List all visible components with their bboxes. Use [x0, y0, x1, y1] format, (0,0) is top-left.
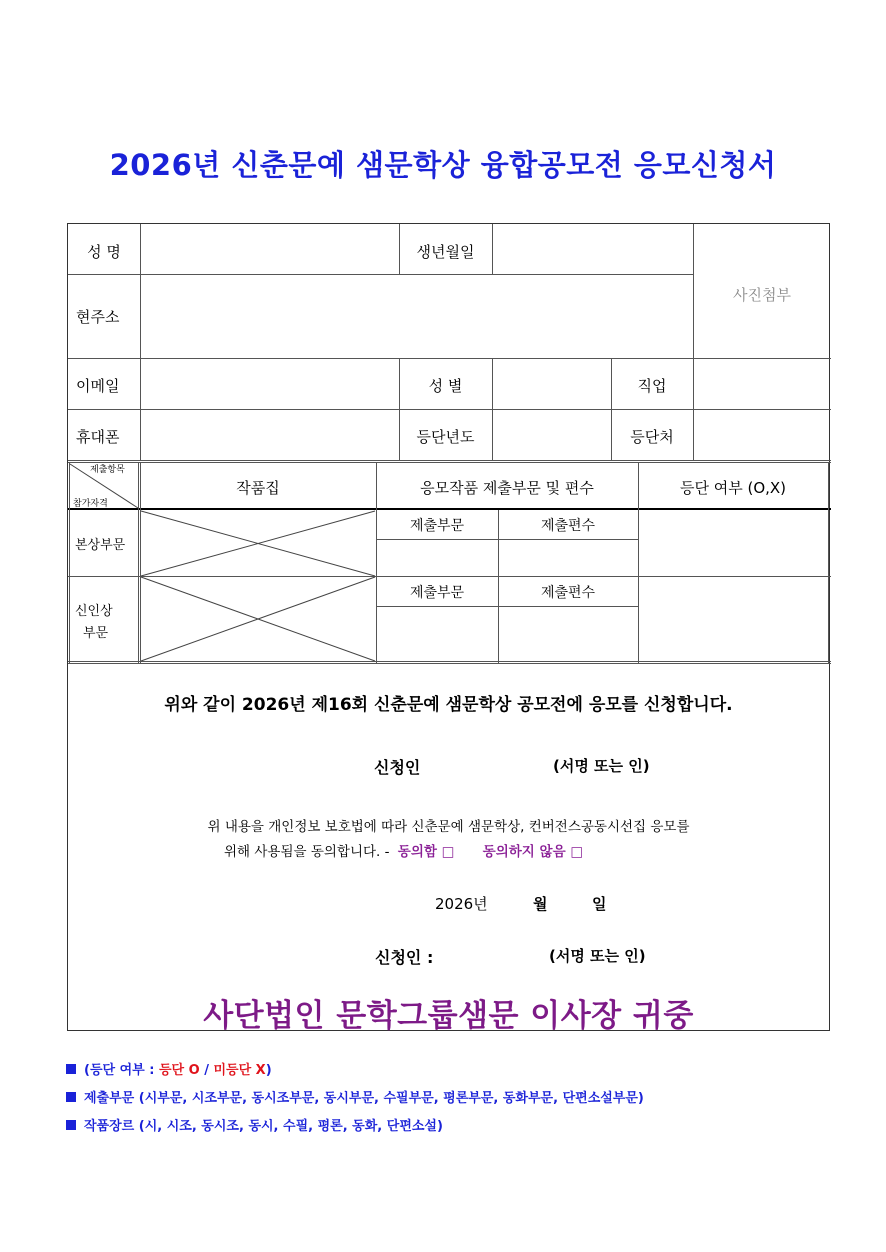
- gender-field[interactable]: [493, 359, 611, 409]
- birth-field[interactable]: [493, 225, 693, 274]
- name-label: 성 명: [87, 243, 121, 261]
- email-field[interactable]: [141, 359, 399, 409]
- main-sub-count-label: 제출편수: [540, 518, 596, 534]
- debut-year-label: 등단년도: [416, 428, 475, 446]
- note-debut-no: 미등단 X: [213, 1063, 266, 1078]
- disagree-checkbox[interactable]: 동의하지 않음 □: [482, 844, 584, 860]
- row-new-label-1: 신인상: [75, 604, 113, 619]
- main-category-field[interactable]: [377, 540, 498, 576]
- consent-text: 위해 사용됨을 동의합니다. -: [224, 844, 390, 860]
- agree-checkbox[interactable]: 동의함 □: [397, 844, 455, 860]
- photo-placeholder: 사진첨부: [733, 286, 791, 304]
- corner-top-label: 제출항목: [90, 465, 125, 475]
- date-month: 월: [533, 895, 548, 913]
- note-debut-yes: 등단 O: [158, 1063, 200, 1078]
- new-sub-count-label: 제출편수: [540, 585, 596, 601]
- note-genres: [66, 1115, 443, 1134]
- note-debut-suffix: ): [265, 1063, 272, 1078]
- debut-place-label: 등단처: [630, 428, 674, 446]
- date-day: 일: [592, 895, 607, 913]
- name-field[interactable]: [141, 225, 399, 274]
- job-label: 직업: [637, 377, 667, 395]
- main-count-field[interactable]: [499, 540, 638, 576]
- address-label: 현주소: [76, 308, 120, 326]
- application-sentence: 위와 같이 2026년 제16회 신춘문예 샘문학상 공모전에 응모를 신청합니다.: [164, 695, 733, 715]
- debut-year-field[interactable]: [493, 410, 611, 460]
- applicant-label-1: 신청인: [374, 758, 421, 777]
- consent-line-2: [224, 840, 583, 860]
- signature-note-2: (서명 또는 인): [549, 947, 646, 965]
- photo-field[interactable]: [694, 225, 830, 358]
- note-debut-slash: /: [204, 1063, 209, 1078]
- birth-label: 생년월일: [416, 243, 475, 261]
- date-year: 2026년: [435, 895, 488, 913]
- new-category-field[interactable]: [377, 607, 498, 661]
- recipient-line: 사단법인 문학그룹샘문 이사장 귀중: [203, 998, 694, 1034]
- note-debut-prefix: (등단 여부 :: [84, 1063, 155, 1078]
- square-bullet-icon: [66, 1120, 76, 1130]
- note-debut: [66, 1059, 272, 1078]
- corner-bottom-label: 참가자격: [73, 499, 108, 509]
- debut-place-field[interactable]: [694, 410, 830, 460]
- phone-label: 휴대폰: [76, 428, 120, 446]
- new-sub-category-label: 제출부문: [409, 585, 465, 601]
- new-count-field[interactable]: [499, 607, 638, 661]
- row-new-label-2: 부문: [83, 626, 109, 641]
- email-label: 이메일: [76, 377, 120, 395]
- consent-line-1: 위 내용을 개인정보 보호법에 따라 신춘문예 샘문학상, 컨버전스공동시선집 응모를: [207, 819, 690, 835]
- row-main-label: 본상부문: [75, 538, 126, 553]
- main-debut-field[interactable]: [639, 511, 828, 576]
- main-sub-category-label: 제출부문: [409, 518, 465, 534]
- address-field[interactable]: [141, 275, 693, 358]
- note-categories-text: 제출부문 (시부문, 시조부문, 동시조부문, 동시부문, 수필부문, 평론부문, 동화부문, 단편소설부문): [84, 1091, 644, 1106]
- square-bullet-icon: [66, 1092, 76, 1102]
- gender-label: 성 별: [428, 377, 463, 395]
- new-debut-field[interactable]: [639, 577, 828, 661]
- square-bullet-icon: [66, 1064, 76, 1074]
- applicant-label-2: 신청인 :: [375, 948, 434, 967]
- note-categories: [66, 1087, 644, 1106]
- col-submit-header: 응모작품 제출부문 및 편수: [420, 479, 594, 497]
- col-debut-header: 등단 여부 (O,X): [679, 479, 787, 497]
- col-collection-header: 작품집: [236, 479, 280, 497]
- signature-note-1: (서명 또는 인): [553, 757, 650, 775]
- document-title: 2026년 신춘문예 샘문학상 융합공모전 응모신청서: [109, 148, 777, 182]
- phone-field[interactable]: [141, 410, 399, 460]
- note-genres-text: 작품장르 (시, 시조, 동시조, 동시, 수필, 평론, 동화, 단편소설): [84, 1119, 443, 1134]
- job-field[interactable]: [694, 359, 830, 409]
